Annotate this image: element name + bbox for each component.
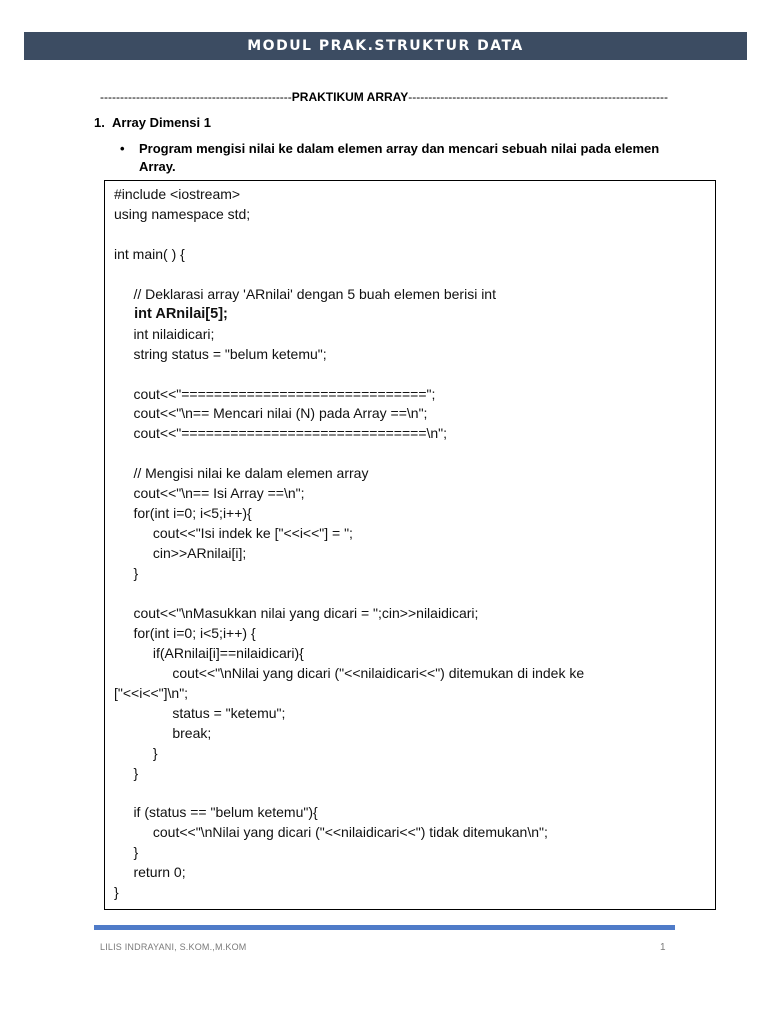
- code-line: }: [114, 844, 139, 861]
- code-line: if (status == "belum ketemu"){: [114, 804, 318, 821]
- code-line: cout<<"Isi indek ke ["<<i<<"] = ";: [114, 525, 353, 542]
- heading-number: 1.: [94, 115, 105, 130]
- code-line: #include <iostream>: [114, 186, 241, 202]
- bullet-item: [120, 140, 680, 176]
- code-line: using namespace std;: [114, 205, 251, 222]
- code-line: }: [114, 884, 119, 901]
- code-line: }: [114, 744, 158, 761]
- heading-text: Array Dimensi 1: [112, 115, 211, 130]
- code-line: string status = "belum ketemu";: [114, 345, 327, 362]
- code-line: status = "ketemu";: [114, 704, 286, 721]
- code-line: for(int i=0; i<5;i++){: [114, 505, 252, 522]
- code-line: cout<<"\nNilai yang dicari ("<<nilaidicari<<") tidak ditemukan\n";: [114, 824, 548, 841]
- code-line: break;: [114, 724, 212, 741]
- section-title-text: PRAKTIKUM ARRAY: [291, 90, 409, 104]
- code-line: // Deklarasi array 'ARnilai' dengan 5 buah elemen berisi int: [114, 285, 496, 302]
- section-dashes-left: ------------------------------------------------: [99, 90, 292, 104]
- code-line: cout<<"==============================\n";: [114, 425, 448, 442]
- code-line: if(ARnilai[i]==nilaidicari){: [114, 644, 304, 661]
- code-line: }: [114, 565, 139, 582]
- code-line: for(int i=0; i<5;i++) {: [114, 624, 256, 641]
- code-line: cout<<"\nNilai yang dicari ("<<nilaidicari<<") ditemukan di indek ke: [114, 664, 585, 681]
- code-line: cout<<"\n== Isi Array ==\n";: [114, 485, 305, 502]
- code-line: return 0;: [114, 864, 186, 881]
- bullet-symbol: •: [120, 141, 125, 156]
- code-line: cout<<"\n== Mencari nilai (N) pada Array ==\n";: [114, 405, 428, 422]
- code-line: int ARnilai[5];: [114, 305, 228, 322]
- header-title: MODUL PRAK.STRUKTUR DATA: [247, 38, 524, 54]
- footer-divider: [94, 925, 675, 930]
- code-line: int nilaidicari;: [114, 325, 215, 342]
- bullet-text: Program mengisi nilai ke dalam elemen array dan mencari sebuah nilai pada elemen Array.: [139, 141, 660, 174]
- code-line: cout<<"==============================";: [114, 385, 436, 402]
- page-number: 1: [660, 942, 666, 953]
- code-line: }: [114, 764, 139, 781]
- header-bar: [24, 32, 747, 60]
- footer-author: LILIS INDRAYANI, S.KOM.,M.KOM: [100, 942, 247, 952]
- section-title: [94, 90, 674, 104]
- code-line: // Mengisi nilai ke dalam elemen array: [114, 465, 369, 482]
- section-dashes-right: -----------------------------------------------------------------: [408, 90, 668, 104]
- code-line: int main( ) {: [114, 245, 185, 262]
- code-block: [104, 180, 716, 910]
- code-line: cin>>ARnilai[i];: [114, 545, 247, 562]
- subsection-heading: [94, 115, 211, 130]
- code-line: ["<<i<<"]\n";: [114, 684, 189, 701]
- code-line: cout<<"\nMasukkan nilai yang dicari = ";cin>>nilaidicari;: [114, 604, 479, 621]
